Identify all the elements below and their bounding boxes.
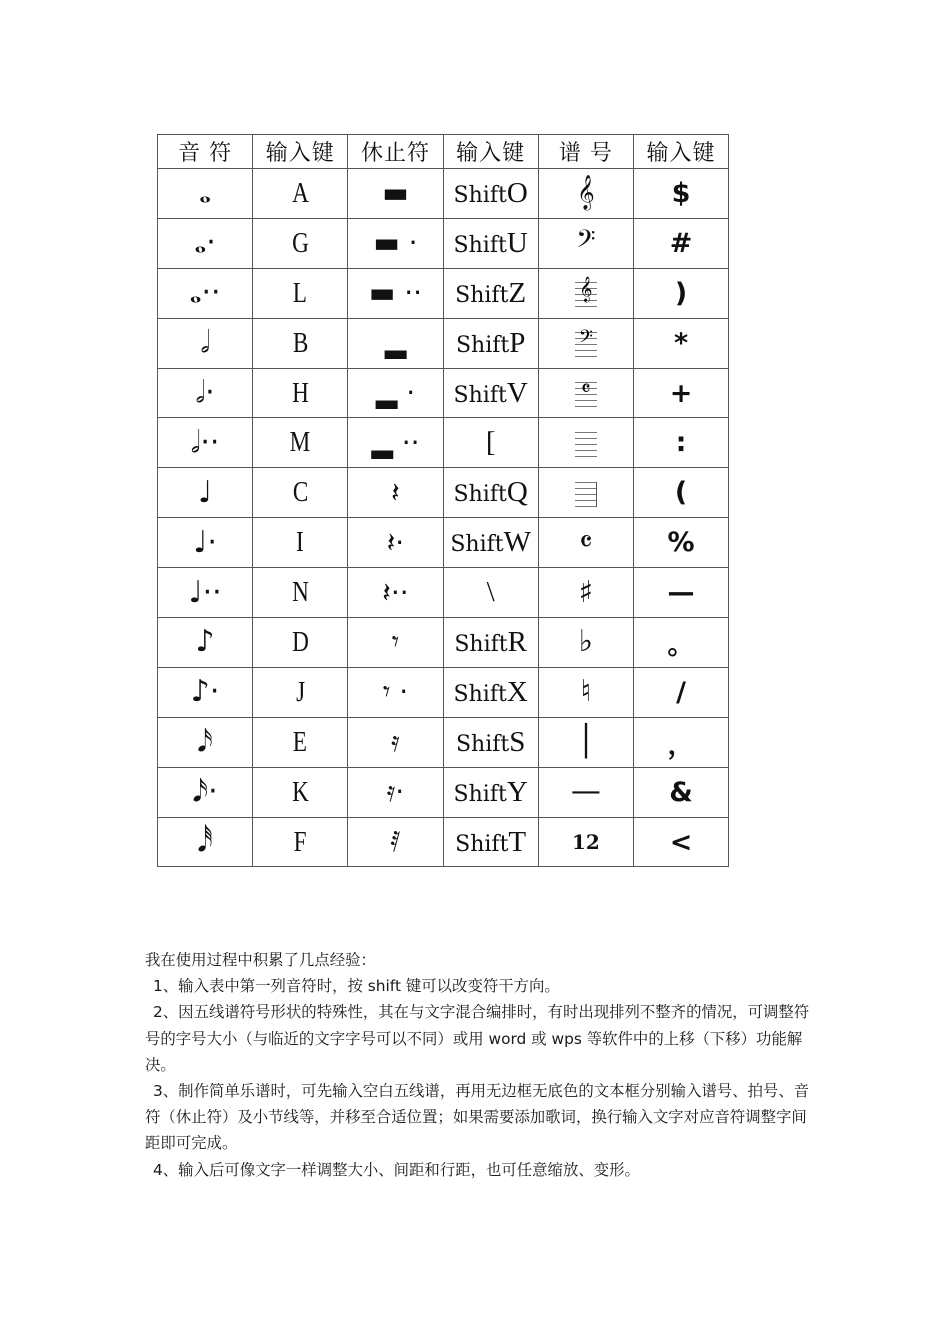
rest-input-key-cell bbox=[443, 468, 538, 518]
rest-key-letter: Q bbox=[506, 476, 528, 509]
column-header: 输入键 bbox=[633, 135, 728, 169]
sign-input-key-cell bbox=[633, 368, 728, 418]
note-input-key: N bbox=[291, 576, 309, 609]
table-row bbox=[158, 418, 729, 468]
note-symbol-cell bbox=[158, 767, 253, 817]
rest-symbol-cell bbox=[348, 618, 443, 668]
rest-key-letter: Y bbox=[506, 775, 528, 808]
clef-sign-cell bbox=[538, 318, 633, 368]
note-symbol: 𝅝 bbox=[199, 175, 212, 211]
sign-input-key-cell bbox=[633, 618, 728, 668]
rest-input-key bbox=[450, 526, 531, 559]
note-symbol-cell bbox=[158, 817, 253, 867]
note-symbol-cell bbox=[158, 418, 253, 468]
note-symbol: ♩ bbox=[198, 474, 213, 510]
note-item-1: 1、输入表中第一列音符时，按 shift 键可以改变符干方向。 bbox=[153, 977, 560, 996]
rest-symbol: 𝅀 bbox=[390, 825, 401, 859]
rest-symbol-cell bbox=[348, 368, 443, 418]
clef-sign-cell bbox=[538, 218, 633, 268]
sign-input-key-cell bbox=[633, 318, 728, 368]
table-row bbox=[158, 767, 729, 817]
note-symbol: 𝅘𝅥𝅯 bbox=[197, 724, 213, 760]
rest-symbol-cell bbox=[348, 418, 443, 468]
table-row bbox=[158, 717, 729, 767]
note-item-3: 3、制作简单乐谱时，可先输入空白五线谱，再用无边框无底色的文本框分别输入谱号、拍号、音符（休止符）及小节线等，并移至合适位置；如果需要添加歌词，换行输入文字对应音符调整字间距即可完成。 bbox=[145, 1082, 810, 1153]
sign-input-key: 。 bbox=[667, 629, 695, 661]
clef-sign-cell bbox=[538, 368, 633, 418]
table-row bbox=[158, 618, 729, 668]
sign-input-key-cell bbox=[633, 518, 728, 568]
rest-input-key-cell bbox=[443, 418, 538, 468]
note-symbol: 𝅝·· bbox=[189, 275, 221, 311]
clef-sign: 𝄢 bbox=[578, 327, 593, 353]
note-symbol-cell bbox=[158, 618, 253, 668]
rest-key-letter: S bbox=[509, 725, 526, 758]
rest-key-letter: T bbox=[508, 825, 527, 858]
rest-key-letter: \ bbox=[486, 576, 495, 609]
clef-sign: ♭ bbox=[578, 624, 593, 660]
note-symbol: ♪· bbox=[190, 674, 220, 710]
note-input-key: L bbox=[293, 276, 308, 309]
rest-key-letter: X bbox=[506, 675, 528, 708]
rest-symbol-cell bbox=[348, 568, 443, 618]
column-header: 休止符 bbox=[348, 135, 443, 169]
sign-input-key: + bbox=[669, 377, 693, 409]
rest-input-key bbox=[454, 676, 528, 709]
rest-symbol-cell bbox=[348, 218, 443, 268]
rest-symbol: ▂ bbox=[384, 326, 407, 360]
rest-key-letter: R bbox=[507, 625, 527, 658]
shift-prefix: Shift bbox=[455, 831, 509, 857]
table-row bbox=[158, 518, 729, 568]
clef-sign-cell bbox=[538, 767, 633, 817]
rest-input-key bbox=[454, 476, 528, 509]
sign-input-key: * bbox=[673, 327, 689, 359]
sign-input-key: / bbox=[676, 676, 686, 708]
sign-input-key-cell bbox=[633, 568, 728, 618]
note-symbol-cell bbox=[158, 218, 253, 268]
clef-sign-cell bbox=[538, 618, 633, 668]
rest-input-key-cell bbox=[443, 169, 538, 219]
note-symbol-cell bbox=[158, 518, 253, 568]
shift-prefix: Shift bbox=[453, 681, 507, 707]
note-symbol-cell bbox=[158, 318, 253, 368]
clef-sign: │ bbox=[576, 724, 595, 760]
note-symbol: 𝅘𝅥𝅰 bbox=[197, 824, 213, 860]
table-row bbox=[158, 817, 729, 867]
rest-input-key-cell bbox=[443, 568, 538, 618]
sign-input-key: % bbox=[667, 527, 695, 559]
shift-prefix: Shift bbox=[453, 182, 507, 208]
sign-input-key: : bbox=[675, 427, 687, 459]
rest-input-key bbox=[454, 626, 527, 659]
note-input-key: B bbox=[292, 326, 309, 359]
rest-input-key bbox=[486, 426, 496, 459]
clef-sign-cell bbox=[538, 717, 633, 767]
clef-sign-cell bbox=[538, 518, 633, 568]
rest-input-key bbox=[454, 377, 528, 410]
rest-symbol: 𝄿 bbox=[391, 725, 400, 759]
note-input-key-cell bbox=[253, 618, 348, 668]
table-row bbox=[158, 268, 729, 318]
rest-symbol: ▬ ·· bbox=[368, 276, 423, 310]
clef-sign: ♮ bbox=[580, 674, 592, 710]
rest-symbol: ▂ · bbox=[375, 376, 416, 409]
table-row bbox=[158, 169, 729, 219]
sign-input-key: # bbox=[669, 227, 693, 259]
rest-input-key-cell bbox=[443, 268, 538, 318]
note-input-key-cell bbox=[253, 418, 348, 468]
note-symbol-cell bbox=[158, 368, 253, 418]
clef-sign: 12 bbox=[571, 829, 600, 854]
note-input-key-cell bbox=[253, 368, 348, 418]
clef-sign-cell bbox=[538, 268, 633, 318]
rest-symbol-cell bbox=[348, 667, 443, 717]
note-symbol: 𝅗𝅥· bbox=[195, 375, 215, 410]
shift-prefix: Shift bbox=[455, 282, 509, 308]
sign-input-key: ( bbox=[674, 477, 688, 509]
clef-sign: 𝄢 bbox=[576, 225, 596, 261]
rest-key-letter: O bbox=[506, 176, 528, 209]
note-symbol: ♪ bbox=[195, 624, 215, 660]
note-input-key: G bbox=[291, 226, 309, 259]
shift-prefix: Shift bbox=[453, 232, 507, 258]
note-symbol-cell bbox=[158, 568, 253, 618]
table-row bbox=[158, 468, 729, 518]
rest-input-key-cell bbox=[443, 667, 538, 717]
note-item-4: 4、输入后可像文字一样调整大小、间距和行距，也可任意缩放、变形。 bbox=[153, 1160, 640, 1179]
music-symbol-table bbox=[157, 134, 729, 867]
sign-input-key-cell bbox=[633, 468, 728, 518]
sign-input-key-cell bbox=[633, 817, 728, 867]
note-input-key: K bbox=[291, 775, 309, 808]
rest-symbol-cell bbox=[348, 817, 443, 867]
clef-sign-cell bbox=[538, 667, 633, 717]
note-symbol: ♩·· bbox=[188, 574, 222, 610]
shift-prefix: Shift bbox=[455, 332, 510, 358]
rest-key-letter: [ bbox=[485, 426, 496, 459]
staff-lines-icon bbox=[575, 329, 597, 357]
rest-input-key bbox=[456, 726, 525, 759]
note-input-key-cell bbox=[253, 169, 348, 219]
rest-symbol-cell bbox=[348, 318, 443, 368]
experience-notes bbox=[145, 947, 815, 1183]
clef-sign-cell bbox=[538, 817, 633, 867]
rest-symbol: 𝄿· bbox=[386, 775, 405, 809]
note-symbol: 𝅗𝅥 bbox=[200, 325, 210, 361]
rest-symbol: 𝄾 · bbox=[382, 675, 409, 709]
note-symbol: ♩· bbox=[193, 524, 217, 560]
clef-sign: 𝄴 bbox=[580, 377, 591, 402]
shift-prefix: Shift bbox=[454, 631, 508, 657]
rest-symbol-cell bbox=[348, 518, 443, 568]
note-symbol-cell bbox=[158, 169, 253, 219]
sign-input-key-cell bbox=[633, 667, 728, 717]
rest-symbol: 𝄽·· bbox=[382, 575, 409, 609]
note-input-key: I bbox=[296, 526, 305, 559]
rest-symbol: 𝄽 bbox=[391, 475, 400, 509]
clef-sign: 𝄞 bbox=[576, 175, 595, 211]
note-input-key: J bbox=[295, 675, 305, 708]
sign-input-key-cell bbox=[633, 268, 728, 318]
shift-prefix: Shift bbox=[453, 482, 507, 508]
clef-sign: — bbox=[570, 774, 601, 810]
note-input-key: H bbox=[291, 376, 309, 409]
rest-input-key bbox=[454, 776, 528, 809]
note-input-key: F bbox=[293, 825, 307, 858]
note-input-key-cell bbox=[253, 667, 348, 717]
rest-symbol-cell bbox=[348, 717, 443, 767]
rest-input-key bbox=[455, 277, 526, 310]
column-header: 谱 号 bbox=[538, 135, 633, 169]
rest-symbol: 𝄾 bbox=[391, 625, 400, 659]
table-row bbox=[158, 318, 729, 368]
clef-sign: ♯ bbox=[578, 574, 594, 610]
column-header: 输入键 bbox=[443, 135, 538, 169]
note-input-key: E bbox=[293, 725, 308, 758]
staff-lines-icon bbox=[575, 279, 597, 307]
note-input-key-cell bbox=[253, 717, 348, 767]
note-input-key-cell bbox=[253, 318, 348, 368]
table-row bbox=[158, 218, 729, 268]
rest-input-key bbox=[454, 227, 528, 260]
sign-input-key-cell bbox=[633, 169, 728, 219]
note-input-key-cell bbox=[253, 218, 348, 268]
rest-key-letter: U bbox=[506, 226, 528, 259]
rest-input-key-cell bbox=[443, 817, 538, 867]
rest-symbol-cell bbox=[348, 468, 443, 518]
rest-input-key-cell bbox=[443, 368, 538, 418]
note-input-key: D bbox=[291, 625, 309, 658]
note-input-key-cell bbox=[253, 518, 348, 568]
sign-input-key: $ bbox=[671, 177, 691, 209]
note-input-key: A bbox=[291, 176, 309, 209]
rest-input-key-cell bbox=[443, 717, 538, 767]
column-header: 音 符 bbox=[158, 135, 253, 169]
sign-input-key-cell bbox=[633, 218, 728, 268]
note-symbol: 𝅝· bbox=[194, 225, 216, 261]
notes-intro: 我在使用过程中积累了几点经验： bbox=[145, 951, 376, 969]
rest-symbol: ▂ ·· bbox=[371, 425, 420, 459]
note-symbol: 𝅘𝅥𝅯· bbox=[192, 774, 218, 810]
clef-sign-cell bbox=[538, 169, 633, 219]
note-symbol-cell bbox=[158, 717, 253, 767]
note-symbol: 𝅗𝅥·· bbox=[190, 424, 220, 460]
note-input-key-cell bbox=[253, 817, 348, 867]
clef-sign: 𝄞 bbox=[579, 277, 593, 303]
note-symbol-cell bbox=[158, 268, 253, 318]
rest-input-key bbox=[456, 327, 525, 360]
sign-input-key: < bbox=[669, 826, 693, 858]
rest-key-letter: Z bbox=[508, 276, 527, 309]
rest-key-letter: W bbox=[503, 526, 531, 559]
sign-input-key: ) bbox=[674, 277, 688, 309]
note-input-key: C bbox=[292, 476, 309, 509]
note-input-key-cell bbox=[253, 268, 348, 318]
note-input-key-cell bbox=[253, 568, 348, 618]
rest-symbol: ▬ bbox=[382, 176, 409, 210]
clef-sign-cell bbox=[538, 468, 633, 518]
sign-input-key-cell bbox=[633, 767, 728, 817]
clef-sign: 𝄴 bbox=[579, 524, 593, 560]
sign-input-key: — bbox=[667, 577, 695, 609]
note-symbol-cell bbox=[158, 468, 253, 518]
rest-symbol-cell bbox=[348, 268, 443, 318]
rest-input-key-cell bbox=[443, 318, 538, 368]
table-row bbox=[158, 368, 729, 418]
rest-key-letter: P bbox=[509, 326, 526, 359]
rest-input-key bbox=[455, 826, 526, 859]
shift-prefix: Shift bbox=[453, 382, 507, 408]
note-input-key-cell bbox=[253, 468, 348, 518]
sign-input-key-cell bbox=[633, 717, 728, 767]
column-header: 输入键 bbox=[253, 135, 348, 169]
rest-input-key-cell bbox=[443, 767, 538, 817]
shift-prefix: Shift bbox=[455, 731, 510, 757]
rest-symbol-cell bbox=[348, 767, 443, 817]
table-row bbox=[158, 568, 729, 618]
note-item-2: 2、因五线谱符号形状的特殊性，其在与文字混合编排时，有时出现排列不整齐的情况，可调整符号的字号大小（与临近的文字字号可以不同）或用 word 或 wps 等软件中的上移（下移）功能解决。 bbox=[145, 1003, 810, 1074]
staff-lines-icon bbox=[575, 429, 597, 457]
sign-input-key: ， bbox=[667, 729, 695, 761]
table-header-row bbox=[158, 135, 729, 169]
note-input-key: M bbox=[289, 426, 311, 459]
staff-lines-icon bbox=[575, 379, 597, 407]
table-row bbox=[158, 667, 729, 717]
shift-prefix: Shift bbox=[453, 781, 507, 807]
rest-symbol: ▬ · bbox=[373, 226, 418, 260]
sign-input-key: & bbox=[669, 776, 693, 808]
note-input-key-cell bbox=[253, 767, 348, 817]
rest-input-key bbox=[487, 576, 495, 609]
rest-input-key bbox=[454, 177, 528, 210]
clef-sign-cell bbox=[538, 418, 633, 468]
rest-input-key-cell bbox=[443, 518, 538, 568]
rest-symbol: 𝄽· bbox=[386, 525, 405, 559]
rest-symbol-cell bbox=[348, 169, 443, 219]
rest-input-key-cell bbox=[443, 618, 538, 668]
sign-input-key-cell bbox=[633, 418, 728, 468]
note-symbol-cell bbox=[158, 667, 253, 717]
staff-lines-icon bbox=[575, 479, 597, 507]
rest-input-key-cell bbox=[443, 218, 538, 268]
shift-prefix: Shift bbox=[450, 532, 504, 558]
rest-key-letter: V bbox=[506, 376, 528, 409]
clef-sign-cell bbox=[538, 568, 633, 618]
